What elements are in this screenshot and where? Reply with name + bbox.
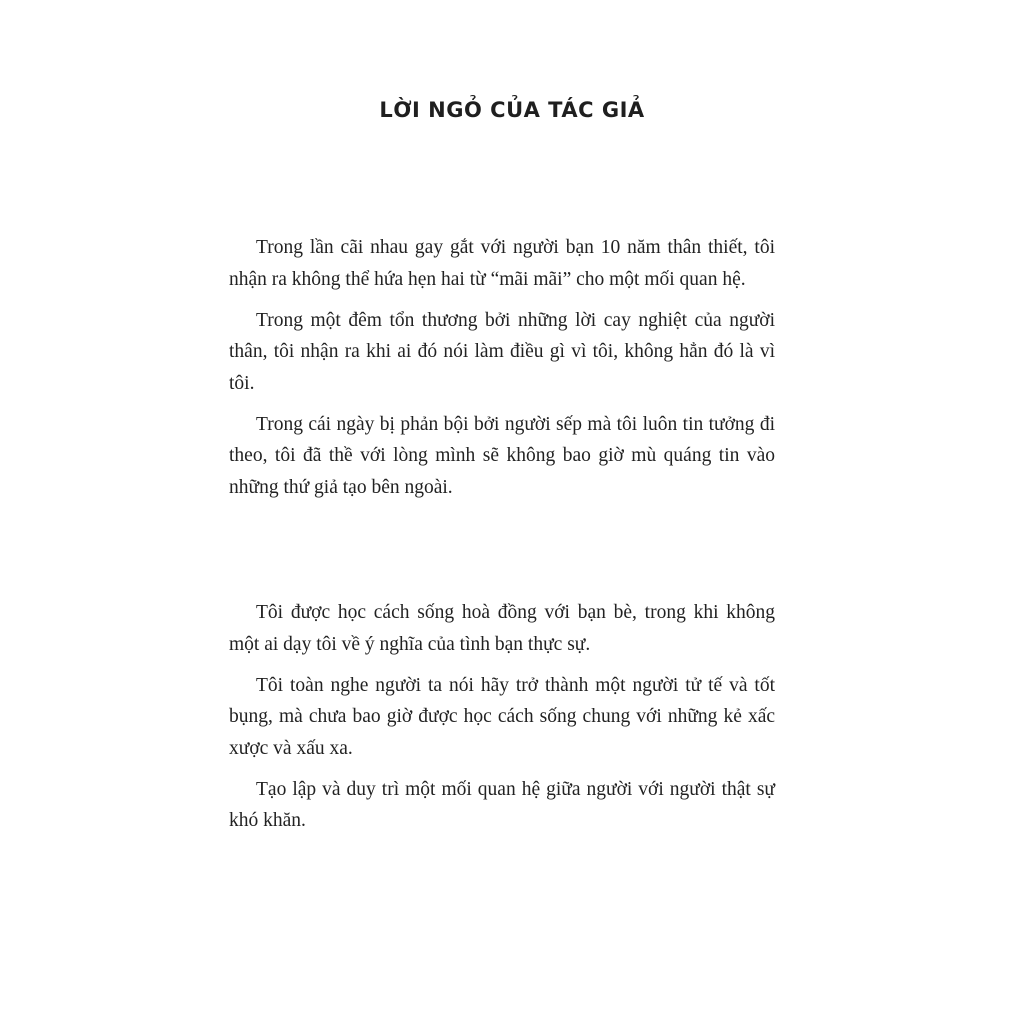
paragraph: Trong cái ngày bị phản bội bởi người sếp mà tôi luôn tin tưởng đi theo, tôi đã thề với lòng mình sẽ không bao giờ mù quáng tin vào những thứ giả tạo bên ngoài. — [229, 413, 775, 498]
text-section-1 — [229, 232, 775, 513]
paragraph: Trong lần cãi nhau gay gắt với người bạn 10 năm thân thiết, tôi nhận ra không thể hứa hẹn hai từ “mãi mãi” cho một mối quan hệ. — [229, 237, 775, 290]
text-section-2 — [229, 597, 775, 846]
paragraph: Trong một đêm tổn thương bởi những lời cay nghiệt của người thân, tôi nhận ra khi ai đó nói làm điều gì vì tôi, không hẳn đó là vì tôi. — [229, 309, 775, 394]
page-title: LỜI NGỎ CỦA TÁC GIẢ — [379, 98, 645, 122]
paragraph: Tôi toàn nghe người ta nói hãy trở thành một người tử tế và tốt bụng, mà chưa bao giờ được học cách sống chung với những kẻ xấc xược và xấu xa. — [229, 674, 775, 759]
paragraph: Tôi được học cách sống hoà đồng với bạn bè, trong khi không một ai dạy tôi về ý nghĩa của tình bạn thực sự. — [229, 602, 775, 655]
paragraph: Tạo lập và duy trì một mối quan hệ giữa người với người thật sự khó khăn. — [229, 778, 775, 831]
